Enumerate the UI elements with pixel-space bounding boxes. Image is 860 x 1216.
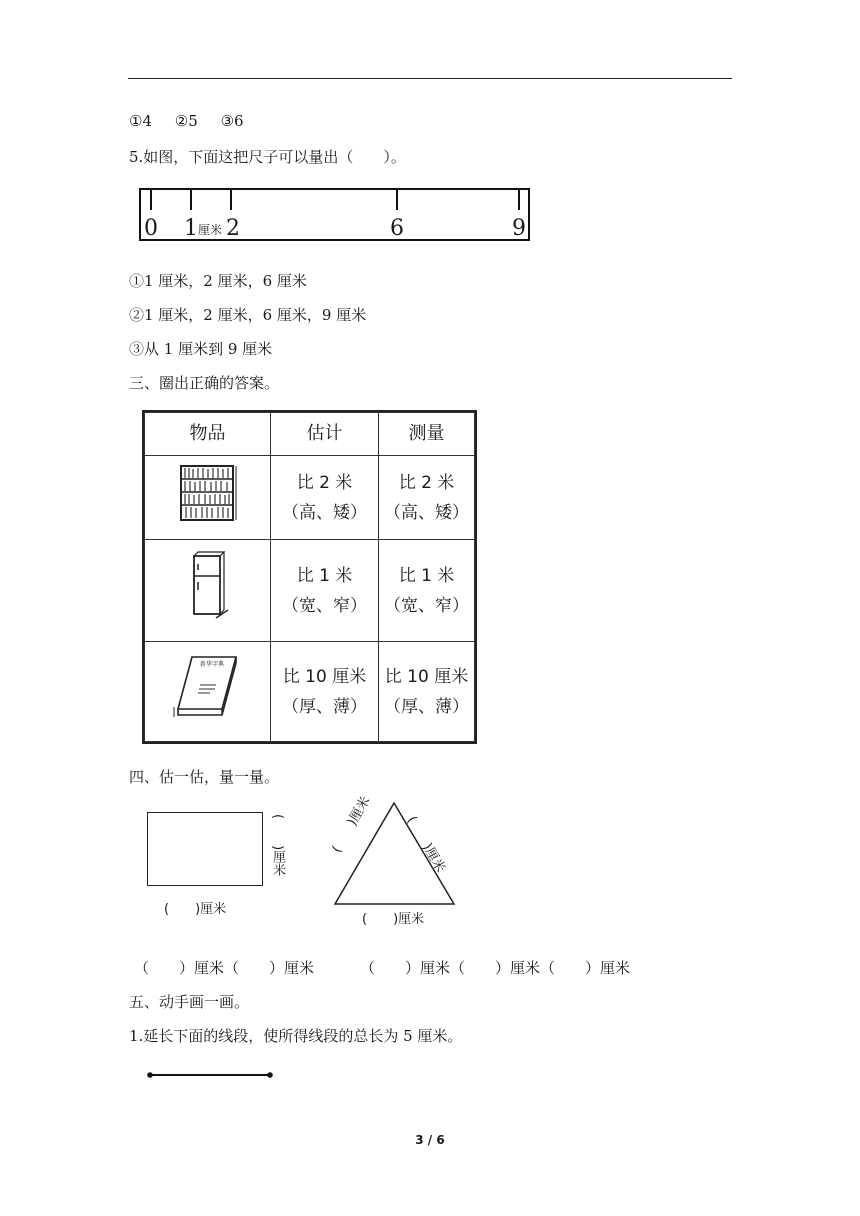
row3-measure-text: 比 10 厘米 bbox=[384, 666, 469, 687]
row3-estimate-choice[interactable]: （厚、薄） bbox=[282, 696, 367, 717]
tri-answers[interactable]: （ ）厘米（ ）厘米（ ）厘米 bbox=[360, 959, 631, 977]
q4-options bbox=[129, 112, 262, 130]
row1-estimate-text: 比 2 米 bbox=[296, 472, 353, 493]
header-rule bbox=[128, 78, 732, 79]
header-item: 物品 bbox=[145, 413, 271, 456]
ruler bbox=[139, 188, 530, 241]
section5-title: 五、动手画一画。 bbox=[129, 993, 250, 1011]
ruler-unit: 厘米 bbox=[198, 223, 223, 237]
q4-option-3: ③6 bbox=[220, 112, 244, 130]
table-row bbox=[145, 540, 475, 642]
row2-estimate-choice[interactable]: （宽、窄） bbox=[282, 595, 367, 616]
row3-measure bbox=[379, 642, 475, 742]
line-segment[interactable] bbox=[145, 1068, 277, 1082]
table-row bbox=[145, 642, 475, 742]
header-estimate: 估计 bbox=[271, 413, 379, 456]
row2-measure-text: 比 1 米 bbox=[398, 565, 455, 586]
ruler-tick-2 bbox=[230, 188, 232, 210]
section4-title: 四、估一估，量一量。 bbox=[129, 768, 280, 786]
ruler-tick-9 bbox=[518, 188, 520, 210]
section3-title: 三、圈出正确的答案。 bbox=[129, 374, 280, 392]
q5-option-2: ②1 厘米，2 厘米，6 厘米，9 厘米 bbox=[129, 306, 367, 324]
row3-measure-choice[interactable]: （厚、薄） bbox=[384, 696, 469, 717]
rectangle-shape bbox=[147, 812, 263, 886]
row2-measure bbox=[379, 540, 475, 642]
q4-option-2: ②5 bbox=[174, 112, 198, 130]
rect-answers[interactable]: （ ）厘米（ ）厘米 bbox=[134, 959, 315, 977]
dictionary-icon bbox=[145, 642, 271, 742]
rect-right-label: ( )厘米 bbox=[270, 814, 285, 877]
row1-estimate bbox=[271, 456, 379, 540]
q5-question: 5.如图，下面这把尺子可以量出（ ）。 bbox=[129, 148, 406, 166]
row1-estimate-choice[interactable]: （高、矮） bbox=[282, 502, 367, 523]
estimate-table bbox=[142, 410, 477, 744]
row2-measure-choice[interactable]: （宽、窄） bbox=[384, 595, 469, 616]
row3-estimate bbox=[271, 642, 379, 742]
ruler-label-1: 1 bbox=[184, 216, 198, 241]
ruler-label-6: 6 bbox=[390, 216, 404, 241]
rect-bottom-label: ( )厘米 bbox=[164, 902, 227, 917]
q5-option-1: ①1 厘米，2 厘米，6 厘米 bbox=[129, 272, 307, 290]
table-row bbox=[145, 456, 475, 540]
dictionary-title: 新华字典 bbox=[199, 660, 224, 668]
tri-left-label: ( )厘米 bbox=[329, 794, 374, 856]
ruler-tick-1 bbox=[190, 188, 192, 210]
row1-measure bbox=[379, 456, 475, 540]
row2-estimate-text: 比 1 米 bbox=[296, 565, 353, 586]
ruler-label-2: 2 bbox=[226, 216, 240, 241]
ruler-tick-0 bbox=[150, 188, 152, 210]
row1-measure-choice[interactable]: （高、矮） bbox=[384, 502, 469, 523]
row1-measure-text: 比 2 米 bbox=[398, 472, 455, 493]
ruler-label-0: 0 bbox=[144, 216, 158, 241]
page-number: 3 / 6 bbox=[415, 1133, 445, 1147]
fridge-icon bbox=[145, 540, 271, 642]
row2-estimate bbox=[271, 540, 379, 642]
ruler-tick-6 bbox=[396, 188, 398, 210]
header-measure: 测量 bbox=[379, 413, 475, 456]
ruler-label-9: 9 bbox=[512, 216, 526, 241]
tri-right-label: ( )厘米 bbox=[403, 814, 448, 876]
bookshelf-icon bbox=[145, 456, 271, 540]
row3-estimate-text: 比 10 厘米 bbox=[282, 666, 367, 687]
q5-option-3: ③从 1 厘米到 9 厘米 bbox=[129, 340, 273, 358]
section5-q1: 1.延长下面的线段，使所得线段的总长为 5 厘米。 bbox=[129, 1027, 463, 1045]
tri-bottom-label: ( )厘米 bbox=[362, 912, 425, 927]
q4-option-1: ①4 bbox=[129, 112, 152, 130]
